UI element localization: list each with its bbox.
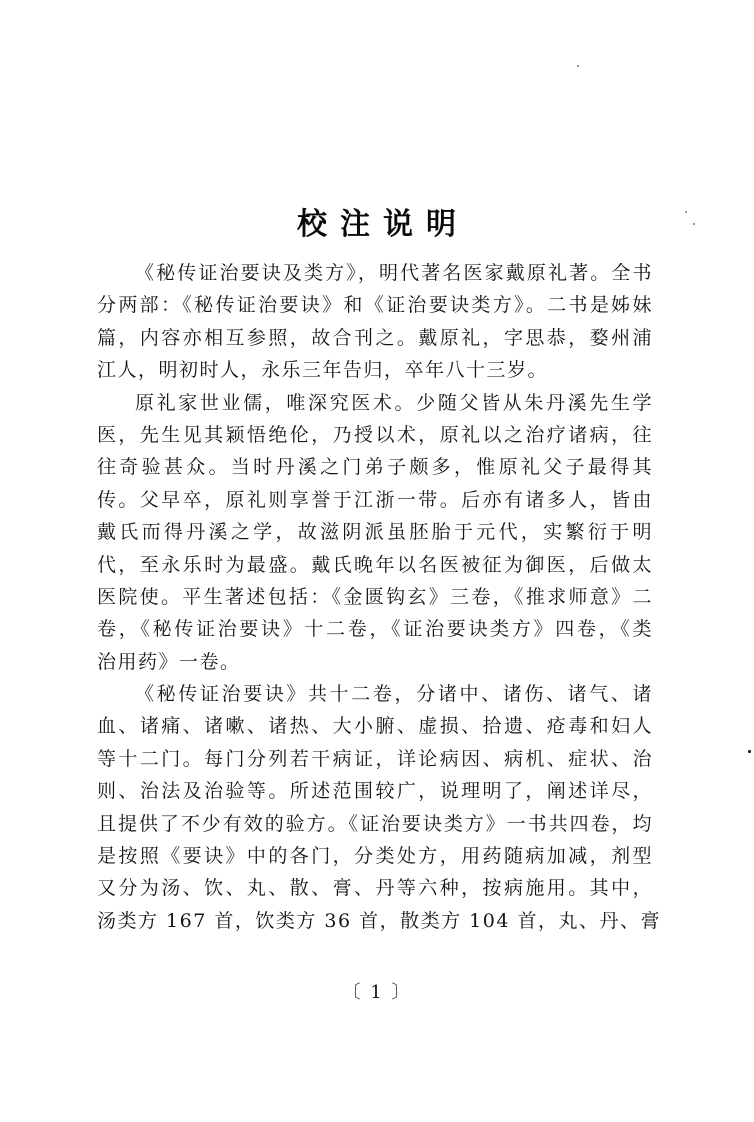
text-line: 代，至永乐时为最盛。戴氏晚年以名医被征为御医，后做太 <box>97 553 653 576</box>
scan-speck <box>577 65 579 67</box>
text-line: 是按照《要诀》中的各门，分类处方，用药随病加减，剂型 <box>97 845 653 868</box>
text-line: 且提供了不少有效的验方。《证治要诀类方》一书共四卷，均 <box>97 812 653 835</box>
text-line: 传。父早卒，原礼则享誉于江浙一带。后亦有诸多人，皆由 <box>97 488 653 511</box>
text-line: 汤类方 167 首，饮类方 36 首，散类方 104 首，丸、丹、膏 <box>97 909 661 932</box>
text-line: 等十二门。每门分列若干病证，详论病因、病机、症状、治 <box>97 747 653 770</box>
text-line: 医院使。平生著述包括：《金匮钩玄》三卷，《推求师意》二 <box>97 585 653 608</box>
text-line: 医，先生见其颖悟绝伦，乃授以术，原礼以之治疗诸病，往 <box>97 423 653 446</box>
text-line: 《秘传证治要诀及类方》，明代著名医家戴原礼著。全书 <box>135 262 653 284</box>
text-line: 《秘传证治要诀》共十二卷，分诸中、诸伤、诸气、诸 <box>135 683 653 706</box>
page-number: 〔 1 〕 <box>342 982 412 1003</box>
page-title: 校注说明 <box>297 207 469 242</box>
text-line: 血、诸痛、诸嗽、诸热、大小腑、虚损、拾遗、疮毒和妇人 <box>97 715 653 738</box>
text-line: 分两部：《秘传证治要诀》和《证治要诀类方》。二书是姊妹 <box>97 294 653 317</box>
body-text <box>97 257 661 937</box>
text-line: 治用药》一卷。 <box>97 650 241 673</box>
text-line: 卷，《秘传证治要诀》十二卷，《证治要诀类方》四卷，《类 <box>97 618 653 641</box>
text-line: 原礼家世业儒，唯深究医术。少随父皆从朱丹溪先生学 <box>135 391 653 414</box>
text-line: 篇，内容亦相互参照，故合刊之。戴原礼，字思恭，婺州浦 <box>97 326 653 349</box>
scan-speck <box>748 750 751 753</box>
text-line: 往奇验甚众。当时丹溪之门弟子颇多，惟原礼父子最得其 <box>97 456 653 479</box>
text-line: 则、治法及治验等。所述范围较广，说理明了，阐述详尽， <box>97 780 653 803</box>
text-line: 江人，明初时人，永乐三年告归，卒年八十三岁。 <box>97 359 549 382</box>
text-line: 戴氏而得丹溪之学，故滋阴派虽胚胎于元代，实繁衍于明 <box>97 521 653 544</box>
text-line: 又分为汤、饮、丸、散、膏、丹等六种，按病施用。其中， <box>97 877 653 900</box>
